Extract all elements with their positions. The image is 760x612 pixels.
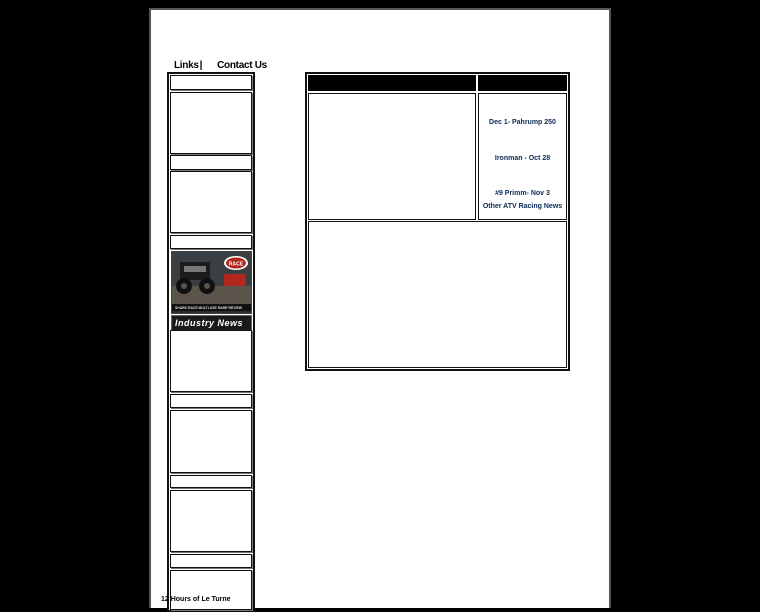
sidebar-header-box — [170, 394, 252, 408]
sidebar-content-box — [170, 330, 252, 392]
sidebar-header-box — [170, 554, 252, 568]
main-content-table — [305, 72, 570, 371]
news-header — [478, 75, 567, 91]
race-news-cell — [478, 93, 567, 220]
main-bottom-cell — [308, 221, 567, 368]
sidebar-header-box — [170, 75, 252, 90]
nav-links[interactable]: Links — [174, 60, 199, 71]
sidebar-header-box — [170, 235, 252, 249]
sidebar-content-box — [170, 570, 252, 610]
nav-contact-us[interactable]: Contact Us — [217, 60, 267, 71]
sidebar-content-box — [170, 92, 252, 154]
banner-caption: SHARK RACE MULTI-USE RAMP REVIEW — [175, 306, 242, 310]
sidebar-header-box — [170, 155, 252, 170]
atv-review-banner[interactable] — [171, 251, 252, 331]
nav-separator: | — [199, 60, 203, 71]
news-link-primm[interactable]: #9 Primm- Nov 3 — [495, 190, 550, 197]
sidebar-bottom-label[interactable]: 12 Hours of Le Turne — [161, 596, 231, 603]
news-link-other-atv[interactable]: Other ATV Racing News — [482, 203, 563, 210]
sidebar-header-box — [170, 475, 252, 488]
sidebar-content-box — [170, 490, 252, 552]
sidebar — [167, 72, 255, 612]
sidebar-content-box — [170, 410, 252, 473]
top-nav — [174, 60, 267, 71]
sidebar-content-box — [170, 171, 252, 233]
main-feature-cell — [308, 93, 476, 220]
news-link-ironman[interactable]: Ironman - Oct 28 — [494, 155, 551, 162]
atv-review-image[interactable] — [171, 251, 252, 314]
industry-news-banner[interactable]: Industry News — [171, 315, 252, 331]
atv-photo-illustration — [172, 252, 251, 311]
news-link-pahrump[interactable]: Dec 1- Pahrump 250 — [489, 119, 556, 126]
banner-badge-text: RACE — [228, 261, 244, 268]
page-container — [149, 8, 611, 608]
main-header-left — [308, 75, 476, 91]
